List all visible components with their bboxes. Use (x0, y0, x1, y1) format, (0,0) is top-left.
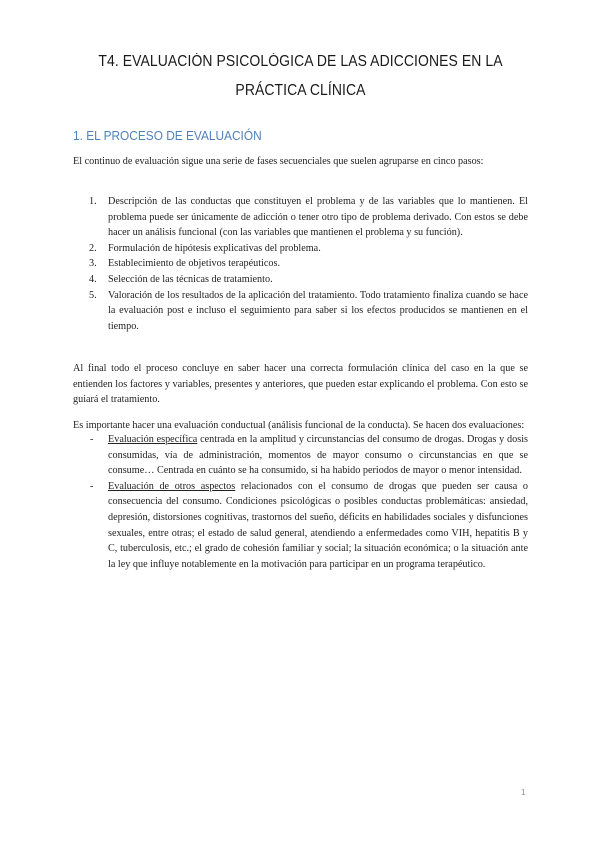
list-item (89, 272, 528, 288)
list-number: 1. (89, 196, 97, 207)
list-item (89, 194, 528, 241)
bullet-dash: - (90, 480, 94, 492)
list-number: 5. (89, 289, 97, 301)
evaluation-term: Evaluación de otros aspectos (108, 480, 236, 492)
intro-paragraph: El continuo de evaluación sigue una serie de fases secuenciales que suelen agruparse en cinco pasos: (73, 156, 484, 167)
list-item-text: Descripción de las conductas que constituyen el problema y de las variables que lo mantienen. El problema puede ser únicamente de adicción o tener otro tipo de problema derivado. Con estos se debe hacer un análisis funcional (con las variables que mantienen el problema y su función). (108, 196, 528, 239)
bullet-dash: - (90, 434, 94, 445)
list-item (89, 256, 528, 272)
page-number: 1 (521, 788, 526, 797)
list-item (89, 241, 528, 257)
page-title: T4. EVALUACIÓN PSICOLÓGICA DE LAS ADICCIONES EN LA PRÁCTICA CLÍNICA (98, 53, 503, 99)
steps-list (89, 194, 528, 334)
list-item (90, 479, 529, 573)
section-heading: 1. EL PROCESO DE EVALUACIÓN (73, 128, 262, 143)
list-item (90, 432, 528, 479)
list-item-text: Establecimiento de objetivos terapéuticos. (108, 258, 281, 270)
evaluation-intro-paragraph: Es importante hacer una evaluación conductual (análisis funcional de la conducta). Se hacen dos evaluaciones: (73, 420, 525, 431)
evaluation-description: centrada en la amplitud y circunstancias del consumo de drogas. Drogas y dosis consumidas, vía de administración, momentos de mayor consumo o circunstancias en que se consume… Centrada en cuánto se ha consumido, si ha habido periodos de mayor o menor intensidad. (108, 434, 528, 477)
evaluations-list (90, 432, 529, 572)
list-item (89, 288, 528, 335)
list-number: 3. (89, 258, 97, 270)
list-number: 4. (89, 273, 97, 285)
list-item-text: Formulación de hipótesis explicativas del problema. (108, 242, 321, 254)
list-item-text: Valoración de los resultados de la aplicación del tratamiento. Todo tratamiento finaliza cuando se hace la evaluación post e incluso el seguimiento para saber si los efectos producidos se mantienen en el tiempo. (108, 289, 528, 332)
conclusion-paragraph: Al final todo el proceso concluye en saber hacer una correcta formulación clínica del caso en la que se entienden los factores y variables, presentes y anteriores, que pueden estar explicando el problema. Con esto se guiará el tratamiento. (73, 363, 528, 406)
list-number: 2. (89, 242, 97, 254)
list-item-text: Selección de las técnicas de tratamiento. (108, 273, 273, 285)
evaluation-description: relacionados con el consumo de drogas que pueden ser causa o consecuencia del consumo. Condiciones psicológicas o posibles conductas problemáticas: ansiedad, depresión, distorsiones cognitivas, trastornos del sueño, déficits en habilidades sociales y disfunciones sexuales, entre otras; el estado de salud general, atendiendo a enfermedades como VIH, hepatitis B y C, tuberculosis, etc.; el grado de cohesión familiar y social; la situación económica; o la situación ante la ley que influye notablemente en la motivación para participar en un programa terapéutico. (108, 480, 529, 570)
evaluation-term: Evaluación específica (108, 434, 198, 445)
